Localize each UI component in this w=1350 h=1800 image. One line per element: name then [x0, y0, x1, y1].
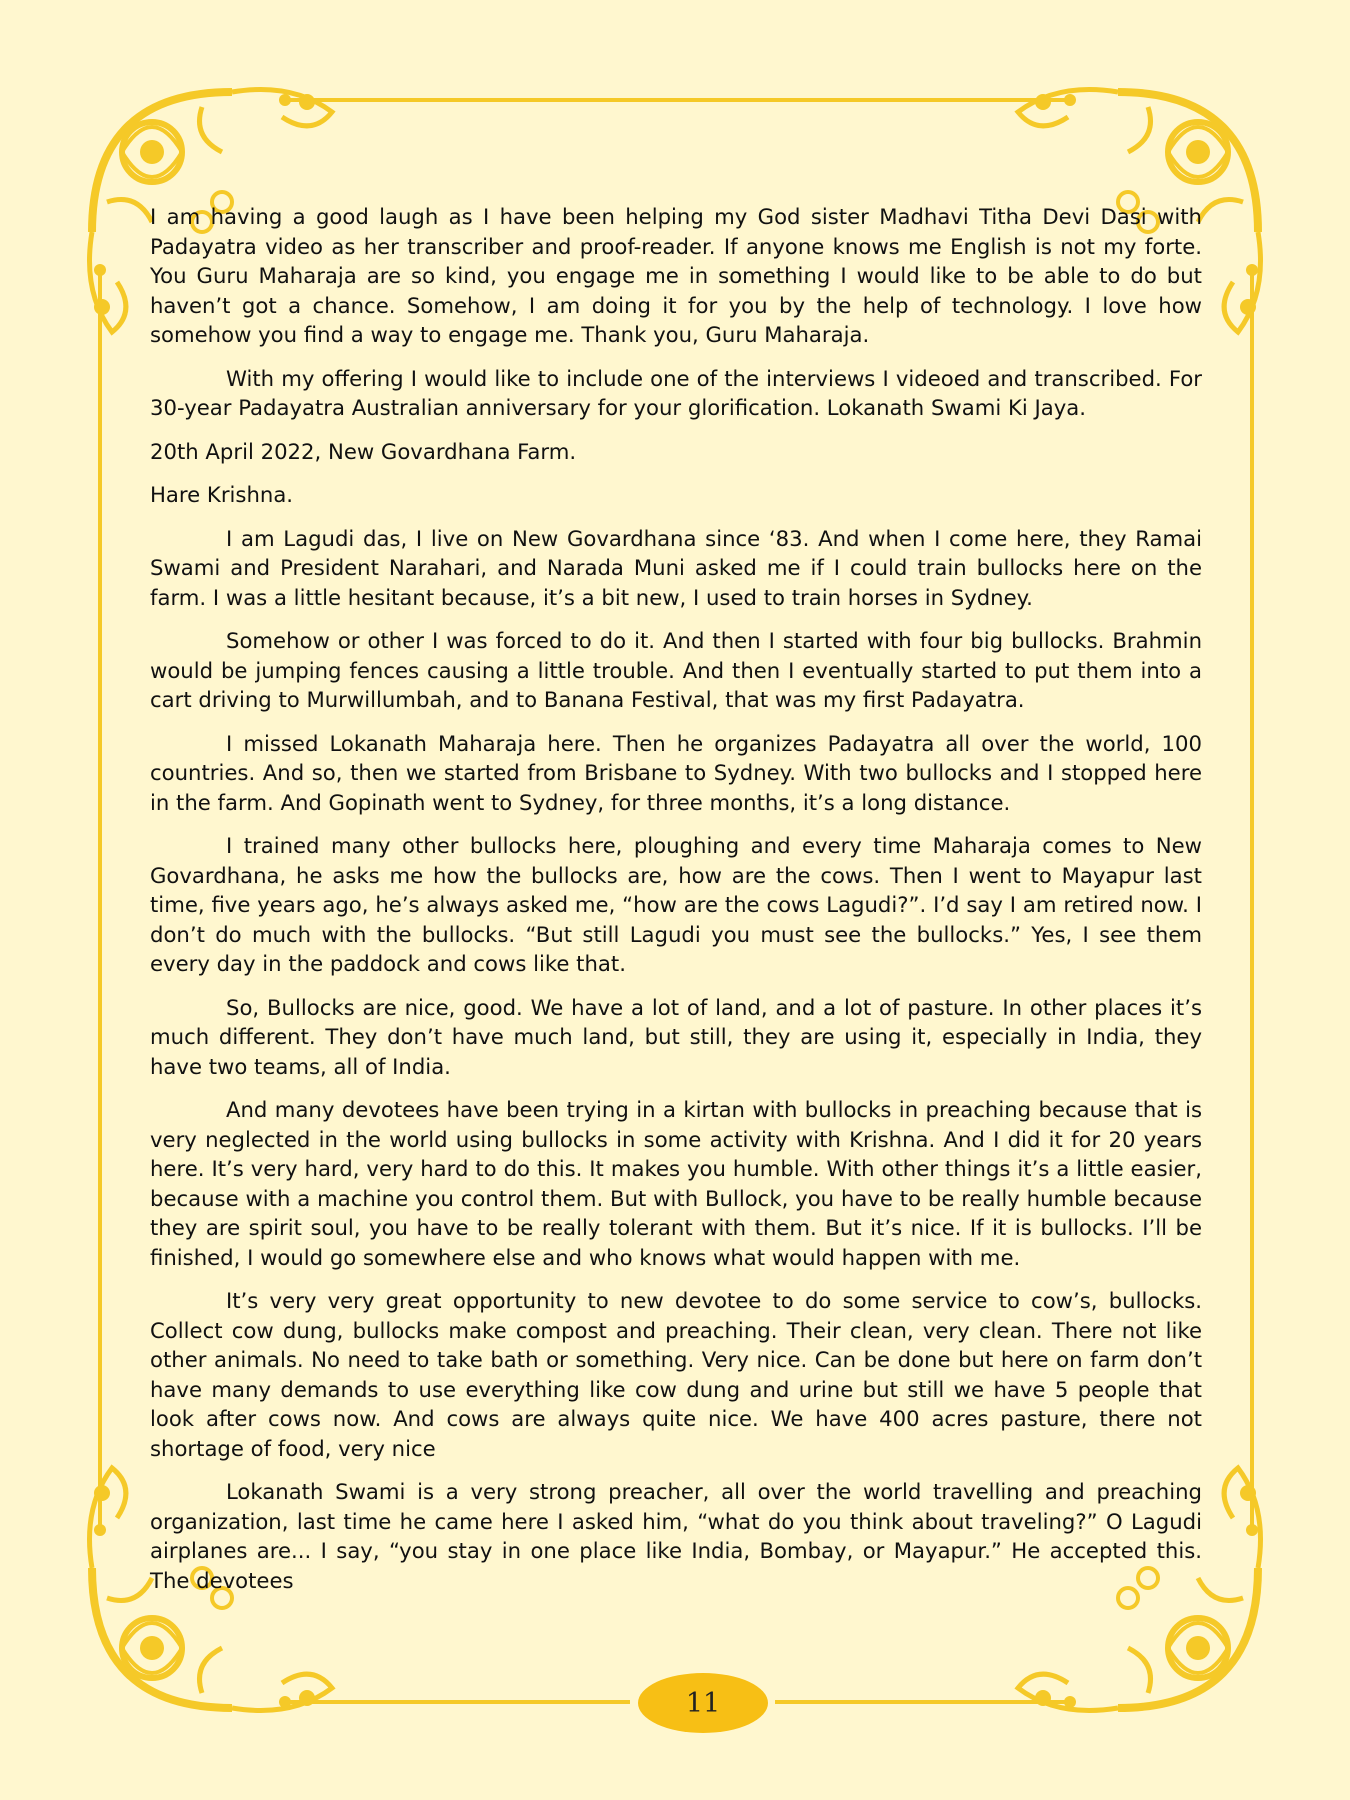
- paragraph: I trained many other bullocks here, ploughing and every time Maharaja comes to New Govardhana, he asks me how the bullocks are, how are the cows. Then I went to Mayapur last time, five years ago, he’s always asked me, “how are the cows Lagudi?”. I’d say I am retired now. I don’t do much with the bullocks. “But still Lagudi you must see the bullocks.” Yes, I see them every day in the paddock and cows like that.: [150, 833, 1202, 976]
- paragraph: I am having a good laugh as I have been helping my God sister Madhavi Titha Devi Dasi with Padayatra video as her transcriber and proof-reader. If anyone knows me English is not my forte. You Guru Maharaja are so kind, you engage me in something I would like to be able to do but haven’t got a chance. Somehow, I am doing it for you by the help of technology. I love how somehow you find a way to engage me. Thank you, Guru Maharaja.: [150, 204, 1202, 347]
- paragraph: Lokanath Swami is a very strong preacher, all over the world travelling and preaching organization, last time he came here I asked him, “what do you think about traveling?” O Lagudi airplanes are... I say, “you stay in one place like India, Bombay, or Mayapur.” He accepted this. The devotees: [150, 1479, 1202, 1593]
- paragraph: I am Lagudi das, I live on New Govardhana since ‘83. And when I come here, they Ramai Swami and President Narahari, and Narada Muni asked me if I could train bullocks here on the farm. I was a little hesitant because, it’s a bit new, I used to train horses in Sydney.: [150, 525, 1202, 610]
- page-number-badge: [638, 1673, 768, 1733]
- paragraph: So, Bullocks are nice, good. We have a lot of land, and a lot of pasture. In other places it’s much different. They don’t have much land, but still, they are using it, especially in India, they have two teams, all of India.: [150, 994, 1202, 1079]
- paragraph: I missed Lokanath Maharaja here. Then he organizes Padayatra all over the world, 100 countries. And so, then we started from Brisbane to Sydney. With two bullocks and I stopped here in the farm. And Gopinath went to Sydney, for three months, it’s a long distance.: [150, 730, 1202, 815]
- paragraph: Somehow or other I was forced to do it. And then I started with four big bullocks. Brahmin would be jumping fences causing a little trouble. And then I eventually started to put them into a cart driving to Murwillumbah, and to Banana Festival, that was my first Padayatra.: [150, 628, 1202, 712]
- article-body: [150, 202, 1202, 1609]
- paragraph: Hare Krishna.: [150, 482, 294, 507]
- paragraph: It’s very very great opportunity to new devotee to do some service to cow’s, bullocks. Collect cow dung, bullocks make compost and preaching. Their clean, very clean. There not like other animals. No need to take bath or something. Very nice. Can be done but here on farm don’t have many demands to use everything like cow dung and urine but still we have 5 people that look after cows now. And cows are always quite nice. We have 400 acres pasture, there not shortage of food, very nice: [150, 1288, 1202, 1461]
- paragraph: And many devotees have been trying in a kirtan with bullocks in preaching because that is very neglected in the world using bullocks in some activity with Krishna. And I did it for 20 years here. It’s very hard, very hard to do this. It makes you humble. With other things it’s a little easier, because with a machine you control them. But with Bullock, you have to be really humble because they are spirit soul, you have to be really tolerant with them. But it’s nice. If it is bullocks. I’ll be finished, I would go somewhere else and who knows what would happen with me.: [150, 1097, 1202, 1270]
- paragraph: With my offering I would like to include one of the interviews I videoed and transcribed. For 30-year Padayatra Australian anniversary for your glorification. Lokanath Swami Ki Jaya.: [150, 365, 1202, 420]
- paragraph: 20th April 2022, New Govardhana Farm.: [150, 438, 577, 464]
- page-number: 11: [685, 1687, 721, 1719]
